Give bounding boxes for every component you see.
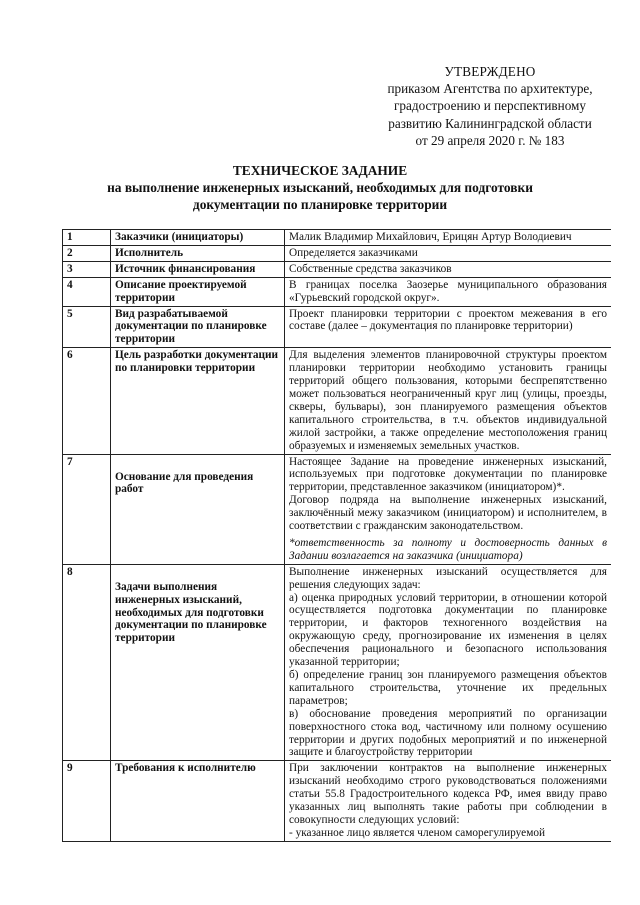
- row-label: Задачи выполнения инженерных изысканий, необходимых для подготовки документации по планировке территории: [111, 564, 285, 761]
- row-value-text: Проект планировки территории с проектом межевания в его составе (далее – документация по планировке территории): [289, 307, 607, 333]
- row-number: 6: [63, 348, 111, 454]
- approval-line: приказом Агентства по архитектуре,: [387, 81, 593, 97]
- row-value: [285, 454, 612, 564]
- row-value: [285, 761, 612, 841]
- row-label: Вид разрабатываемой документации по планировке территории: [111, 306, 285, 348]
- document-title-block: [60, 162, 580, 213]
- row-label: Исполнитель: [111, 245, 285, 261]
- row-value: [285, 306, 612, 348]
- row-value-text: В границах поселка Заозерье муниципального образования «Гурьевский городской округ».: [289, 278, 607, 304]
- approval-line: развитию Калининградской области: [388, 115, 592, 131]
- table-row: [63, 261, 612, 277]
- row-number: 4: [63, 277, 111, 306]
- row-value: [285, 230, 612, 246]
- row-number: 9: [63, 761, 111, 841]
- approval-line: от 29 апреля 2020 г. № 183: [415, 132, 565, 148]
- row-value-text: Собственные средства заказчиков: [289, 262, 452, 275]
- document-title: ТЕХНИЧЕСКОЕ ЗАДАНИЕ: [232, 163, 408, 178]
- row-label: Заказчики (инициаторы): [111, 230, 285, 246]
- approval-line: градостроению и перспективному: [394, 98, 586, 114]
- row-value-text: Определяется заказчиками: [289, 246, 418, 259]
- row-value-text: Настоящее Задание на проведение инженерных изысканий, используемых при подготовке документации по планировке территории, представленное заказчиком (инициатором)*.: [289, 455, 607, 494]
- row-value-text: Выполнение инженерных изысканий осуществляется для решения следующих задач:: [289, 565, 607, 591]
- row-value-text: Для выделения элементов планировочной структуры проектом планировки территории необходимо установить границы территорий общего пользования, которыми беспрепятственно может пользоваться неограниченный круг лиц (улицы, проезды, скверы, бульвары), зон планируемого размещения объектов капитального строительства, в т.ч. объектов индивидуальной жилой застройки, а также определение местоположения границ образуемых и изменяемых земельных участков.: [289, 349, 607, 452]
- row-label: Источник финансирования: [111, 261, 285, 277]
- table-row: [63, 761, 612, 841]
- table-row: [63, 348, 612, 454]
- row-label: Цель разработки документации по планировки территории: [111, 348, 285, 454]
- table-row: [63, 454, 612, 564]
- row-value: [285, 277, 612, 306]
- table-viewport: [62, 229, 611, 865]
- row-number: 5: [63, 306, 111, 348]
- row-value: [285, 564, 612, 761]
- row-number: 7: [63, 454, 111, 564]
- row-label: Требования к исполнителю: [111, 761, 285, 841]
- row-value-text: Договор подряда на выполнение инженерных изысканий, заключённый межу заказчиком (инициатором) и исполнителем, в соответствии с гражданским законодательством.: [289, 494, 607, 533]
- row-value-text: При заключении контрактов на выполнение инженерных изысканий необходимо строго руководствоваться положениями статьи 55.8 Градостроительного кодекса РФ, имея ввиду право указанных лиц выполнять такие работы при соблюдении в совокупности следующих условий:: [289, 762, 607, 826]
- row-footnote: *ответственность за полноту и достоверность данных в Задании возлагается на заказчика (инициатора): [289, 536, 607, 562]
- document-subtitle-line: документации по планировке территории: [192, 197, 448, 212]
- row-number: 8: [63, 564, 111, 761]
- row-number: 2: [63, 245, 111, 261]
- row-value: [285, 245, 612, 261]
- table-row: [63, 277, 612, 306]
- table-row: [63, 564, 612, 761]
- row-value: [285, 348, 612, 454]
- row-value-text: - указанное лицо является членом саморегулируемой: [289, 826, 546, 839]
- table-row: [63, 245, 612, 261]
- row-value-text: а) оценка природных условий территории, в отношении которой осуществляется подготовка документации по планировке территории, и факторов техногенного воздействия на окружающую среду, прогнозирование их изменения в целях обеспечения рационального и безопасного использования указанной территории;: [289, 591, 607, 669]
- table-row: [63, 230, 612, 246]
- row-number: 1: [63, 230, 111, 246]
- row-label: Основание для проведения работ: [111, 454, 285, 564]
- approval-stamp: [355, 63, 625, 149]
- spec-table: [62, 229, 611, 842]
- row-value-text: Малик Владимир Михайлович, Ерицян Артур Володиевич: [289, 231, 572, 243]
- row-value-text: в) обоснование проведения мероприятий по организации поверхностного стока вод, частичному или полному осушению территории и других подобных мероприятий и по инженерной защите и благоустройству территории: [289, 707, 607, 759]
- row-value-text: б) определение границ зон планируемого размещения объектов капитального строительства, уточнение их предельных параметров;: [289, 669, 607, 707]
- document-subtitle-line: на выполнение инженерных изысканий, необходимых для подготовки: [107, 180, 533, 195]
- table-row: [63, 306, 612, 348]
- row-value: [285, 261, 612, 277]
- row-label: Описание проектируемой территории: [111, 277, 285, 306]
- approval-title: УТВЕРЖДЕНО: [444, 64, 536, 79]
- row-number: 3: [63, 261, 111, 277]
